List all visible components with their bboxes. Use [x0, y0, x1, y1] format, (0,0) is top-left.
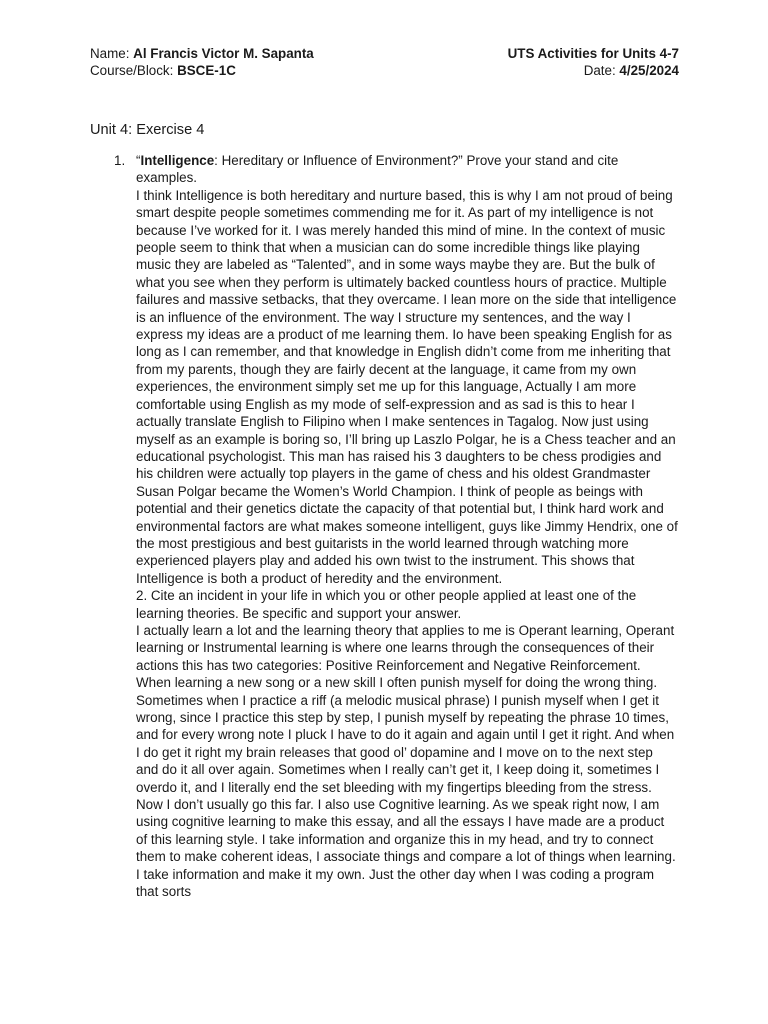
date-label: Date:: [583, 63, 620, 78]
name-label: Name:: [90, 46, 134, 61]
document-title-line: [508, 45, 679, 62]
student-name: Al Francis Victor M. Sapanta: [133, 46, 314, 61]
date-line: [584, 62, 679, 79]
question-1-prompt: [136, 152, 678, 187]
course-block-line: [90, 62, 314, 79]
question-2-prompt: 2. Cite an incident in your life in which you or other people applied at least one of the learning theories. Be specific and support your answer.: [136, 588, 637, 621]
unit-heading: Unit 4: Exercise 4: [90, 122, 205, 138]
document-title: UTS Activities for Units 4-7: [507, 46, 679, 61]
document-date: 4/25/2024: [619, 63, 679, 78]
question-2-answer: I actually learn a lot and the learning theory that applies to me is Operant learning, Operant learning or Instrumental learning is where one learns through the consequences of their actions this has two categories: Positive Reinforcement and Negative Reinforcement. When learning a new song or a new skill I often punish myself for doing the wrong thing. Sometimes when I practice a riff (a melodic musical phrase) I punish myself when I get it wrong, since I practice this step by step, I punish myself by repeating the phrase 10 times, and for every wrong note I pluck I have to do it again and again until I get it right. And when I do get it right my brain releases that good ol’ dopamine and I move on to the next step and do it all over again. Sometimes when I really can’t get it, I keep doing it, sometimes I overdo it, and I literally end the set bleeding with my fingertips bleeding from the stress. Now I don’t usually go this far. I also use Cognitive learning. As we speak right now, I am using cognitive learning to make this essay, and all the essays I have made are a product of this learning style. I take information and organize this in my head, and try to connect them to make coherent ideas, I associate things and compare a lot of things when learning. I take information and make it my own. Just the other day when I was coding a program that sorts: [136, 622, 676, 900]
document-header: [90, 45, 679, 79]
question-1-bold-term: Intelligence: [140, 153, 215, 168]
header-left: [90, 45, 314, 79]
student-name-line: [90, 45, 314, 62]
question-list: [90, 152, 678, 900]
header-right: [508, 45, 679, 79]
course-label: Course/Block:: [90, 63, 178, 78]
course-block: BSCE-1C: [177, 63, 236, 78]
question-1-prompt-rest: : Hereditary or Influence of Environment?” Prove your stand and cite examples.: [136, 153, 619, 186]
open-quote: “: [136, 153, 141, 168]
list-marker: 1.: [114, 153, 126, 168]
question-1-answer: I think Intelligence is both hereditary and nurture based, this is why I am not proud of being smart despite people sometimes commending me for it. As part of my intelligence is not because I’ve worked for it. I was merely handed this mind of mine. In the context of music people seem to think that when a musician can do some incredible things like playing music they are labeled as “Talented”, and in some ways maybe they are. But the bulk of what you see when they perform is ultimately backed countless hours of practice. Multiple failures and massive setbacks, that they overcame. I lean more on the side that intelligence is an influence of the environment. The way I structure my sentences, and the way I express my ideas are a product of me learning them. Io have been speaking English for as long as I can remember, and that knowledge in English didn’t come from me inheriting that from my parents, though they are fairly decent at the language, it came from my own experiences, the environment simply set me up for this language, Actually I am more comfortable using English as my mode of self-expression and as sad is this to hear I actually translate English to Filipino when I make sentences in Tagalog. Now just using myself as an example is boring so, I’ll bring up Laszlo Polgar, he is a Chess teacher and an educational psychologist. This man has raised his 3 daughters to be chess prodigies and his children were actually top players in the game of chess and his oldest Grandmaster Susan Polgar became the Women’s World Champion. I think of people as beings with potential and their genetics dictate the capacity of that potential but, I think hard work and environmental factors are what makes someone intelligent, guys like Jimmy Hendrix, one of the most prestigious and best guitarists in the world learned through watching more experienced players play and added his own twist to the instrument. This shows that Intelligence is both a product of heredity and the environment.: [136, 187, 678, 586]
